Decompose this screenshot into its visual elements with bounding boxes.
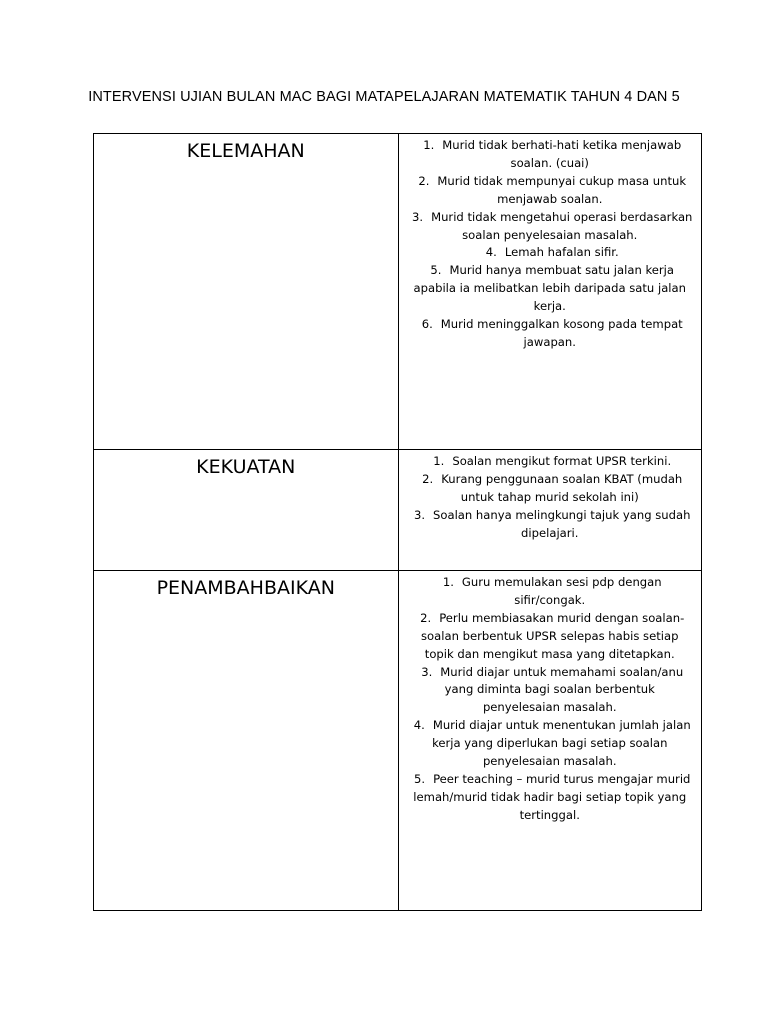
list-item	[407, 244, 694, 262]
item-text: Murid hanya membuat satu jalan kerja apabila ia melibatkan lebih daripada satu jalan kerja.	[413, 263, 686, 314]
item-number: 2.	[418, 173, 430, 188]
item-number: 5.	[430, 263, 442, 278]
list-item	[407, 137, 694, 173]
list-item	[407, 717, 694, 771]
item-text: Murid diajar untuk memahami soalan/anu yang diminta bagi soalan berbentuk penyelesaian masalah.	[440, 664, 684, 715]
item-text: Murid tidak berhati-hati ketika menjawab soalan. (cuai)	[442, 138, 682, 170]
label-cell	[94, 571, 399, 911]
items-cell	[398, 134, 702, 450]
list-item	[407, 507, 694, 543]
items-cell	[398, 450, 702, 571]
list-item	[407, 664, 694, 718]
item-number: 2.	[422, 471, 434, 486]
list-item	[407, 262, 694, 316]
item-text: Perlu membiasakan murid dengan soalan-soalan berbentuk UPSR selepas habis setiap topik dan mengikut masa yang ditetapkan.	[421, 610, 685, 661]
document-title: INTERVENSI UJIAN BULAN MAC BAGI MATAPELAJARAN MATEMATIK TAHUN 4 DAN 5	[88, 89, 680, 105]
item-number: 3.	[413, 507, 426, 522]
table-row-kelemahan	[94, 134, 702, 450]
intervention-table	[93, 133, 702, 911]
list-item	[407, 173, 694, 209]
list-item	[407, 610, 694, 664]
row-label-penambahbaikan: PENAMBAHBAIKAN	[156, 577, 335, 599]
row-label-kekuatan: KEKUATAN	[196, 456, 296, 478]
item-number: 1.	[423, 138, 435, 152]
kekuatan-list	[399, 450, 702, 543]
item-number: 1.	[433, 454, 445, 468]
item-text: Murid meninggalkan kosong pada tempat jawapan.	[440, 317, 683, 349]
item-number: 2.	[420, 610, 432, 625]
row-label-kelemahan: KELEMAHAN	[186, 140, 305, 162]
penambahbaikan-list	[399, 571, 702, 825]
item-number: 4.	[485, 245, 497, 260]
table-row-kekuatan	[94, 450, 702, 571]
list-item	[407, 471, 694, 507]
list-item	[407, 771, 694, 825]
item-text: Lemah hafalan sifir.	[504, 245, 619, 260]
list-item	[407, 574, 694, 610]
items-cell	[398, 571, 702, 911]
item-number: 3.	[412, 209, 424, 224]
item-number: 3.	[421, 664, 433, 679]
item-text: Soalan hanya melingkungi tajuk yang sudah dipelajari.	[433, 507, 691, 540]
item-text: Peer teaching – murid turus mengajar murid lemah/murid tidak hadir bagi setiap topik yang tertinggal.	[413, 771, 691, 822]
item-text: Guru memulakan sesi pdp dengan sifir/congak.	[461, 575, 662, 607]
list-item	[407, 453, 694, 471]
item-text: Murid tidak mempunyai cukup masa untuk menjawab soalan.	[437, 173, 687, 206]
label-cell	[94, 134, 399, 450]
item-text: Kurang penggunaan soalan KBAT (mudah untuk tahap murid sekolah ini)	[441, 471, 683, 504]
item-number: 6.	[421, 317, 433, 332]
label-cell	[94, 450, 399, 571]
item-number: 5.	[414, 771, 426, 786]
item-text: Murid diajar untuk menentukan jumlah jalan kerja yang diperlukan bagi setiap soalan penyelesaian masalah.	[432, 718, 691, 769]
item-text: Soalan mengikut format UPSR terkini.	[452, 454, 672, 468]
item-number: 1.	[442, 575, 454, 589]
table-row-penambahbaikan	[94, 571, 702, 911]
list-item	[407, 209, 694, 245]
kelemahan-list	[399, 134, 702, 352]
list-item	[407, 316, 694, 352]
item-number: 4.	[413, 718, 425, 733]
item-text: Murid tidak mengetahui operasi berdasarkan soalan penyelesaian masalah.	[431, 209, 693, 242]
